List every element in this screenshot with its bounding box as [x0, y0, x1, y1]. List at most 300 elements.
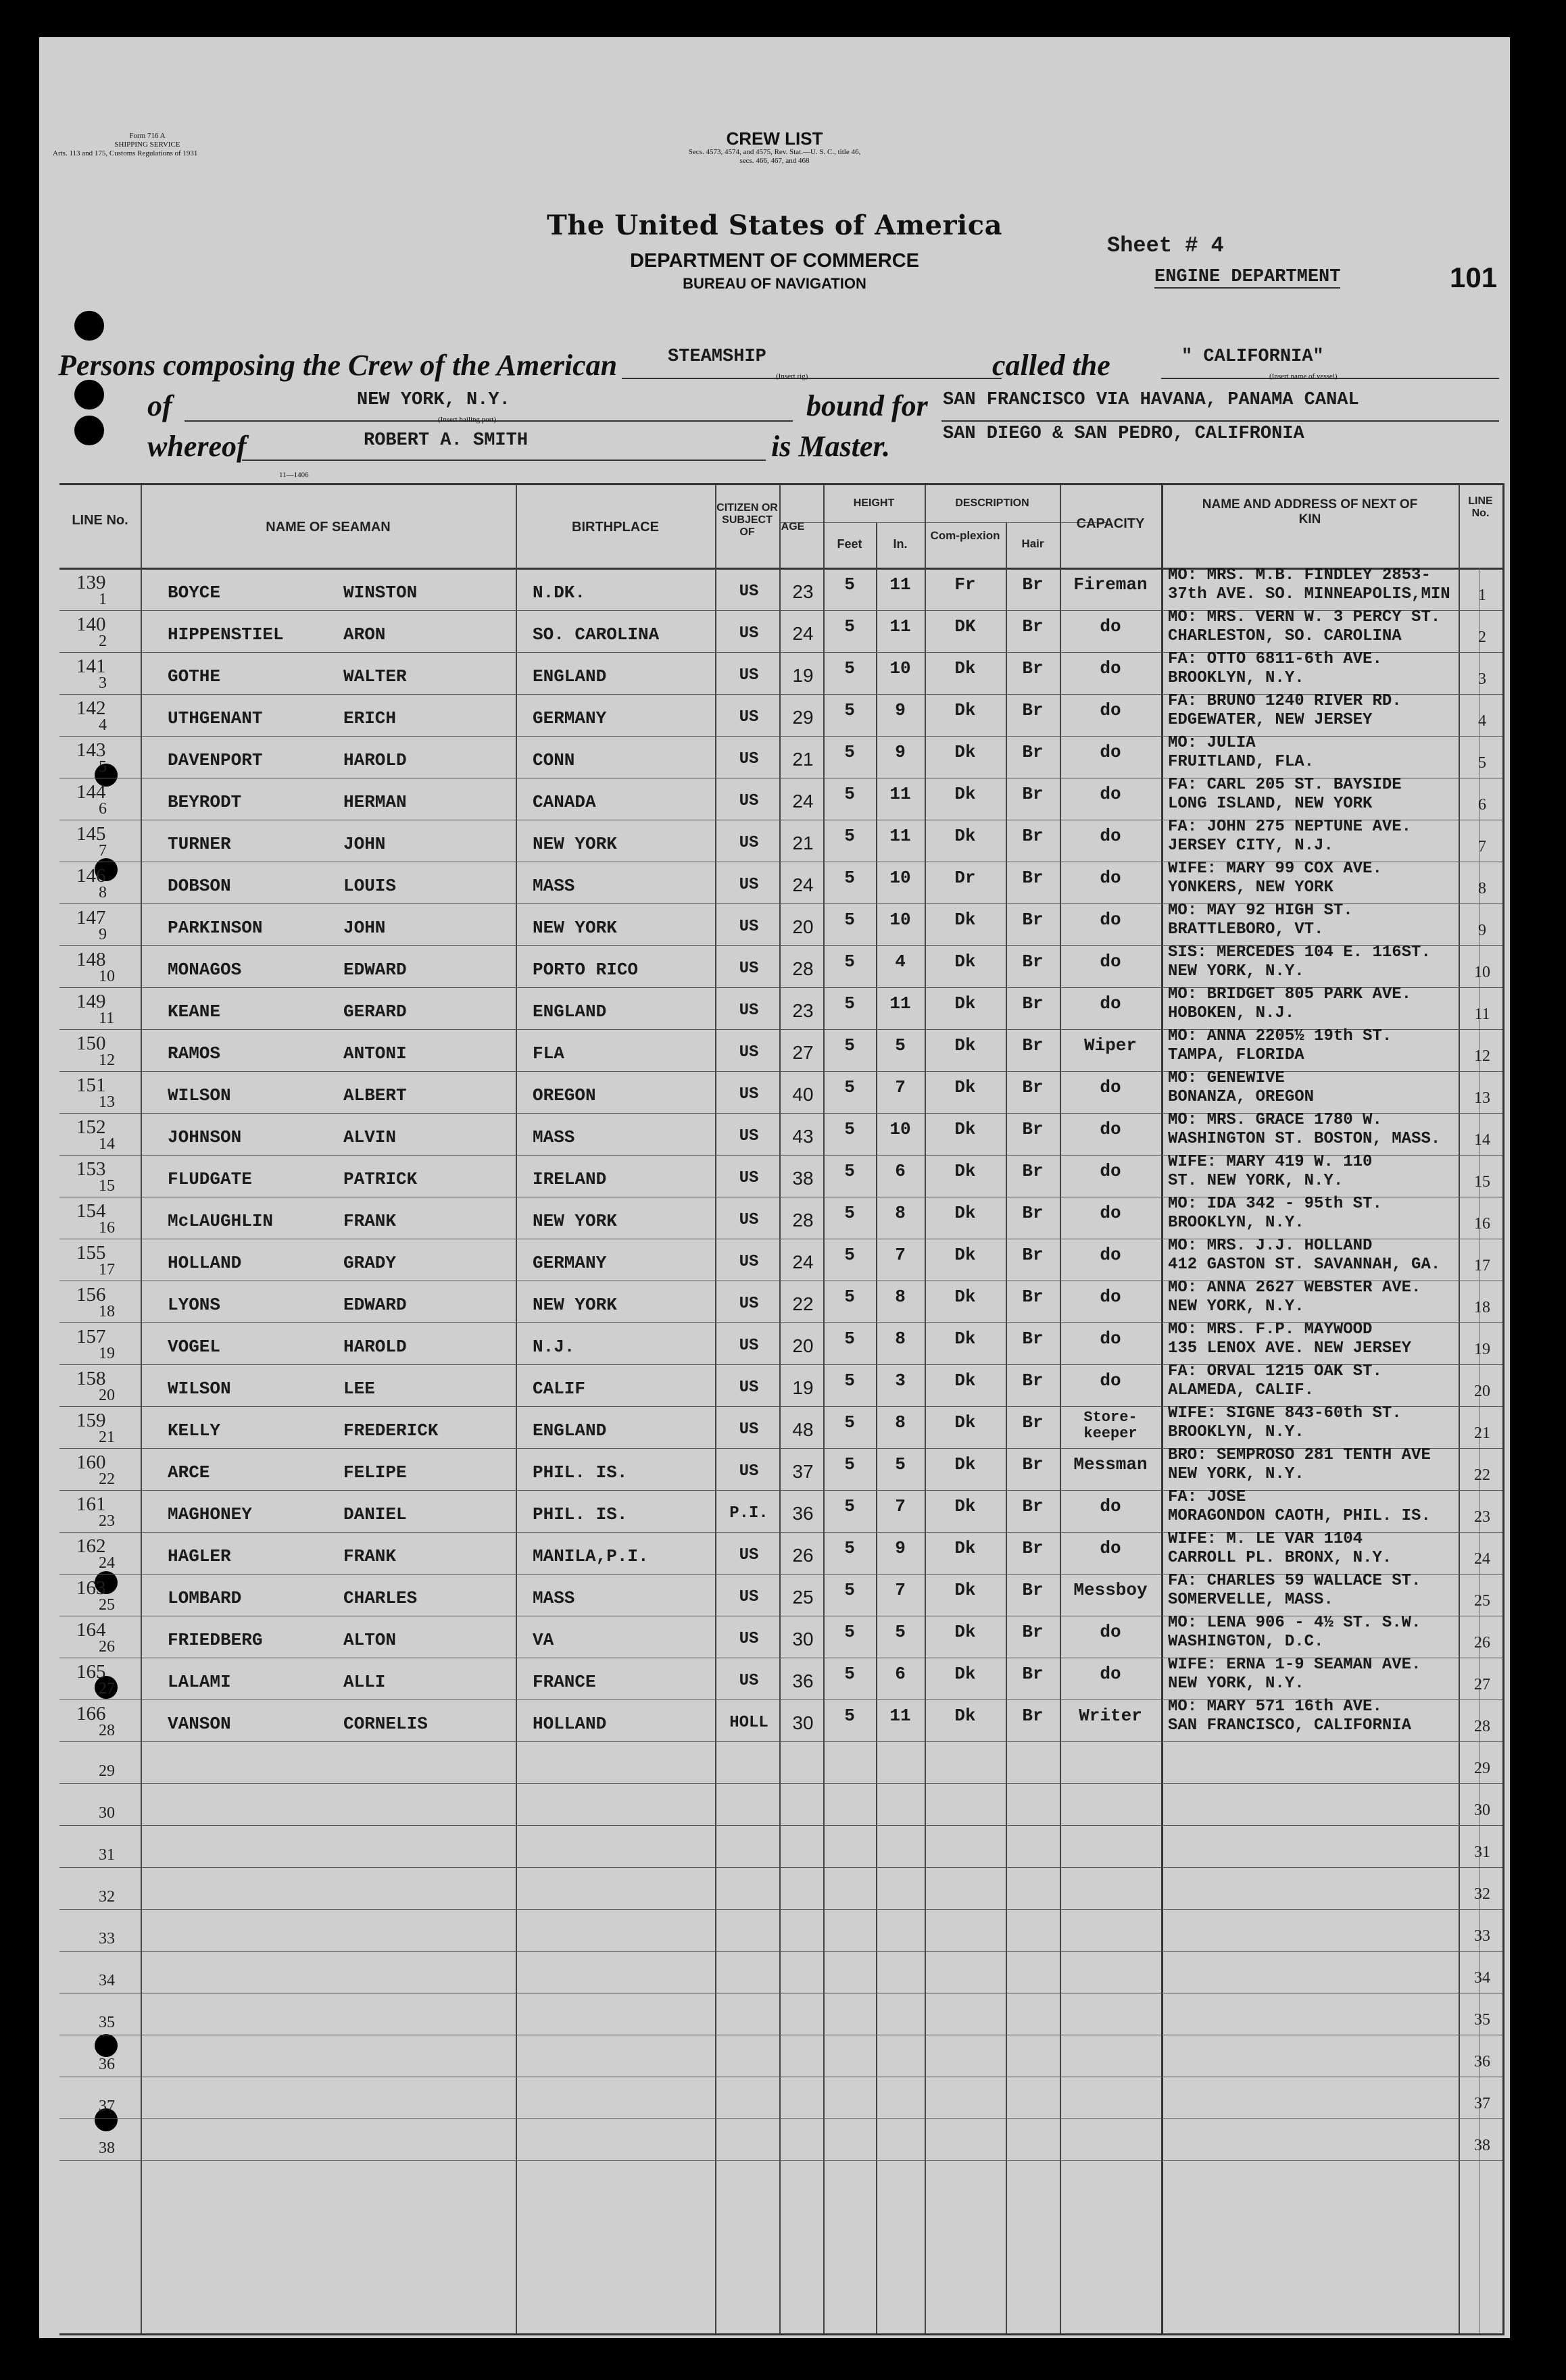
- age: 22: [792, 1293, 814, 1314]
- birthplace: NEW YORK: [533, 1211, 617, 1231]
- age: 40: [792, 1084, 814, 1105]
- line-number: 32: [99, 1888, 115, 1906]
- table-row: [59, 734, 1502, 778]
- height-inches: 8: [895, 1287, 906, 1307]
- next-of-kin-line-1: MO: LENA 906 - 4½ ST. S.W.: [1168, 1614, 1421, 1632]
- table-row: [59, 1404, 1502, 1449]
- citizenship: HOLL: [729, 1714, 768, 1732]
- citizenship: US: [739, 1169, 759, 1187]
- next-of-kin-line-1: MO: IDA 342 - 95th ST.: [1168, 1195, 1382, 1213]
- seq-number: 159: [76, 1410, 106, 1431]
- height-feet: 5: [844, 574, 855, 595]
- citizenship: US: [739, 1085, 759, 1104]
- persons-label: Persons composing the Crew of the American: [58, 349, 618, 382]
- capacity: do: [1100, 1077, 1121, 1097]
- complexion: Dk: [954, 1245, 976, 1265]
- line-number: 3: [99, 674, 107, 692]
- line-number: 37: [99, 2098, 115, 2115]
- blank-row: [59, 1826, 1502, 1868]
- line-number: 1: [99, 591, 107, 608]
- line-number-right: 11: [1474, 1006, 1490, 1023]
- birthplace: PORTO RICO: [533, 960, 639, 980]
- birthplace: MASS: [533, 876, 575, 896]
- next-of-kin-line-1: WIFE: ERNA 1-9 SEAMAN AVE.: [1168, 1656, 1421, 1674]
- height-inches: 5: [895, 1035, 906, 1056]
- complexion: Dk: [954, 784, 976, 804]
- hair: Br: [1022, 616, 1044, 637]
- line-number-right: 16: [1474, 1215, 1490, 1233]
- height-feet: 5: [844, 1287, 855, 1307]
- next-of-kin-line-2: 37th AVE. SO. MINNEAPOLIS,MIN: [1168, 585, 1450, 603]
- seaman-surname: BEYRODT: [168, 792, 242, 812]
- next-of-kin-line-2: EDGEWATER, NEW JERSEY: [1168, 711, 1373, 729]
- age: 30: [792, 1712, 814, 1733]
- capacity: do: [1100, 951, 1121, 972]
- hair: Br: [1022, 1077, 1044, 1097]
- height-feet: 5: [844, 700, 855, 720]
- seaman-given-name: LOUIS: [343, 876, 397, 896]
- destination-2: SAN DIEGO & SAN PEDRO, CALIFRONIA: [943, 424, 1304, 444]
- next-of-kin-line-1: WIFE: MARY 99 COX AVE.: [1168, 860, 1382, 878]
- hair: Br: [1022, 742, 1044, 762]
- height-feet: 5: [844, 1538, 855, 1558]
- form-regulations: Arts. 113 and 175, Customs Regulations of 1931: [53, 149, 198, 157]
- birthplace: PHIL. IS.: [533, 1462, 628, 1483]
- hair: Br: [1022, 784, 1044, 804]
- height-inches: 7: [895, 1077, 906, 1097]
- birthplace: N.J.: [533, 1337, 575, 1357]
- seaman-surname: VANSON: [168, 1714, 231, 1734]
- birthplace: CANADA: [533, 792, 596, 812]
- next-of-kin-line-1: MO: MRS. M.B. FINDLEY 2853-: [1168, 566, 1431, 585]
- birthplace: MANILA,P.I.: [533, 1546, 649, 1566]
- line-number-right: 8: [1478, 880, 1486, 897]
- vessel-name: " CALIFORNIA": [1181, 347, 1324, 367]
- citizenship: US: [739, 1253, 759, 1271]
- next-of-kin-line-2: ST. NEW YORK, N.Y.: [1168, 1172, 1344, 1190]
- line-number-right: 31: [1474, 1843, 1490, 1861]
- line-number-right: 9: [1478, 922, 1486, 939]
- height-feet: 5: [844, 1706, 855, 1726]
- citizenship: US: [739, 1043, 759, 1062]
- table-row: [59, 1616, 1502, 1658]
- seaman-given-name: ALTON: [343, 1630, 397, 1650]
- birthplace: ENGLAND: [533, 1001, 607, 1022]
- complexion: Dk: [954, 993, 976, 1014]
- height-feet: 5: [844, 742, 855, 762]
- birthplace: NEW YORK: [533, 1295, 617, 1315]
- hair: Br: [1022, 910, 1044, 930]
- seaman-given-name: ALBERT: [343, 1085, 407, 1106]
- header-line-no: LINE No.: [72, 513, 128, 528]
- next-of-kin-line-2: WASHINGTON, D.C.: [1168, 1633, 1324, 1651]
- table-row: [59, 1069, 1502, 1114]
- capacity: do: [1100, 742, 1121, 762]
- birthplace: CALIF: [533, 1379, 586, 1399]
- seaman-surname: LALAMI: [168, 1672, 231, 1692]
- height-feet: 5: [844, 1119, 855, 1139]
- punch-hole-3: [74, 416, 104, 445]
- seq-number: 152: [76, 1116, 106, 1138]
- birthplace: ENGLAND: [533, 666, 607, 687]
- age: 21: [792, 833, 814, 853]
- table-row: [59, 862, 1502, 904]
- birthplace: SO. CAROLINA: [533, 624, 660, 645]
- next-of-kin-line-2: SAN FRANCISCO, CALIFORNIA: [1168, 1716, 1412, 1735]
- table-row: [59, 1320, 1502, 1365]
- capacity: do: [1100, 1622, 1121, 1642]
- next-of-kin-line-1: MO: MARY 571 16th AVE.: [1168, 1697, 1382, 1716]
- next-of-kin-line-2: 412 GASTON ST. SAVANNAH, GA.: [1168, 1256, 1441, 1274]
- next-of-kin-line-2: ALAMEDA, CALIF.: [1168, 1381, 1315, 1399]
- table-row: [59, 692, 1502, 737]
- height-feet: 5: [844, 1580, 855, 1600]
- line-number: 22: [99, 1470, 115, 1488]
- seaman-given-name: FREDERICK: [343, 1420, 439, 1441]
- hair: Br: [1022, 1706, 1044, 1726]
- capacity: Messboy: [1073, 1580, 1148, 1600]
- line-number: 7: [99, 842, 107, 860]
- height-feet: 5: [844, 1496, 855, 1516]
- next-of-kin-line-2: TAMPA, FLORIDA: [1168, 1046, 1304, 1064]
- age: 37: [792, 1461, 814, 1482]
- insert-rig-hint: (Insert rig): [776, 372, 808, 380]
- height-inches: 8: [895, 1203, 906, 1223]
- height-inches: 3: [895, 1370, 906, 1391]
- birthplace: VA: [533, 1630, 554, 1650]
- blank-row: [59, 1952, 1502, 1993]
- citizenship: US: [739, 1630, 759, 1648]
- hair: Br: [1022, 1538, 1044, 1558]
- seaman-surname: GOTHE: [168, 666, 221, 687]
- print-code: 11—1406: [279, 471, 309, 479]
- citizenship: US: [739, 834, 759, 852]
- birthplace: IRELAND: [533, 1169, 607, 1189]
- of-label: of: [147, 389, 172, 422]
- nation-heading: The United States of America: [546, 209, 1003, 241]
- birthplace: PHIL. IS.: [533, 1504, 628, 1524]
- next-of-kin-line-2: NEW YORK, N.Y.: [1168, 1675, 1304, 1693]
- line-number: 16: [99, 1219, 115, 1237]
- next-of-kin-line-2: BROOKLYN, N.Y.: [1168, 1214, 1304, 1232]
- citizenship: US: [739, 1420, 759, 1439]
- height-feet: 5: [844, 1161, 855, 1181]
- age: 21: [792, 749, 814, 770]
- line-number: 15: [99, 1177, 115, 1195]
- seaman-surname: VOGEL: [168, 1337, 221, 1357]
- height-inches: 10: [889, 1119, 911, 1139]
- table-row: [59, 1111, 1502, 1156]
- next-of-kin-line-2: BROOKLYN, N.Y.: [1168, 669, 1304, 687]
- seaman-surname: JOHNSON: [168, 1127, 242, 1147]
- seaman-given-name: WINSTON: [343, 582, 418, 603]
- age: 43: [792, 1126, 814, 1147]
- height-inches: 6: [895, 1664, 906, 1684]
- next-of-kin-line-1: FA: BRUNO 1240 RIVER RD.: [1168, 692, 1402, 710]
- hair: Br: [1022, 951, 1044, 972]
- birthplace: MASS: [533, 1588, 575, 1608]
- age: 28: [792, 958, 814, 979]
- capacity: do: [1100, 1496, 1121, 1516]
- seaman-surname: HIPPENSTIEL: [168, 624, 284, 645]
- line-number-right: 21: [1474, 1424, 1490, 1442]
- line-number: 14: [99, 1135, 115, 1153]
- height-feet: 5: [844, 784, 855, 804]
- birthplace: NEW YORK: [533, 918, 617, 938]
- seaman-surname: FRIEDBERG: [168, 1630, 263, 1650]
- line-number: 9: [99, 926, 107, 943]
- next-of-kin-line-2: BROOKLYN, N.Y.: [1168, 1423, 1304, 1441]
- hair: Br: [1022, 658, 1044, 678]
- header-description: DESCRIPTION: [955, 497, 1029, 509]
- birthplace: FRANCE: [533, 1672, 596, 1692]
- hair: Br: [1022, 700, 1044, 720]
- seaman-surname: HOLLAND: [168, 1253, 242, 1273]
- next-of-kin-line-1: SIS: MERCEDES 104 E. 116ST.: [1168, 943, 1431, 962]
- header-citizen: CITIZEN OR SUBJECT OF: [716, 502, 778, 538]
- next-of-kin-line-2: LONG ISLAND, NEW YORK: [1168, 795, 1373, 813]
- citizenship: US: [739, 1127, 759, 1145]
- table-row: [59, 820, 1502, 862]
- next-of-kin-line-2: CARROLL PL. BRONX, N.Y.: [1168, 1549, 1392, 1567]
- header-line-no-right: LINE No.: [1468, 495, 1493, 519]
- next-of-kin-line-1: WIFE: M. LE VAR 1104: [1168, 1530, 1363, 1548]
- line-number-right: 38: [1474, 2137, 1490, 2154]
- next-of-kin-line-1: FA: JOHN 275 NEPTUNE AVE.: [1168, 818, 1412, 836]
- line-number-right: 12: [1474, 1047, 1490, 1065]
- blank-row: [59, 2077, 1502, 2119]
- complexion: Dk: [954, 1454, 976, 1474]
- age: 24: [792, 874, 814, 895]
- seaman-given-name: ANTONI: [343, 1043, 407, 1064]
- age: 20: [792, 916, 814, 937]
- line-number: 28: [99, 1722, 115, 1739]
- height-inches: 11: [889, 1706, 911, 1726]
- seq-number: 166: [76, 1703, 106, 1725]
- complexion: Dk: [954, 910, 976, 930]
- complexion: Dk: [954, 1077, 976, 1097]
- capacity: do: [1100, 1203, 1121, 1223]
- table-row: [59, 901, 1502, 946]
- seaman-given-name: HERMAN: [343, 792, 407, 812]
- height-inches: 4: [895, 951, 906, 972]
- form-number: Form 716 A: [129, 132, 166, 140]
- insert-vessel-hint: (Insert name of vessel): [1269, 372, 1338, 380]
- height-feet: 5: [844, 1203, 855, 1223]
- citizenship: US: [739, 1211, 759, 1229]
- line-number-right: 4: [1478, 712, 1486, 730]
- hair: Br: [1022, 1329, 1044, 1349]
- height-inches: 9: [895, 1538, 906, 1558]
- complexion: Dk: [954, 1496, 976, 1516]
- table-row: [59, 1530, 1502, 1575]
- seaman-given-name: FRANK: [343, 1211, 397, 1231]
- seaman-given-name: JOHN: [343, 918, 386, 938]
- hair: Br: [1022, 826, 1044, 846]
- next-of-kin-line-2: WASHINGTON ST. BOSTON, MASS.: [1168, 1130, 1441, 1148]
- line-number-right: 17: [1474, 1257, 1490, 1274]
- crew-table: [59, 483, 1504, 2335]
- height-feet: 5: [844, 1035, 855, 1056]
- seq-number: 142: [76, 697, 106, 719]
- line-number-right: 27: [1474, 1676, 1490, 1693]
- capacity: do: [1100, 1664, 1121, 1684]
- seq-number: 148: [76, 949, 106, 970]
- complexion: DK: [954, 616, 976, 637]
- hair: Br: [1022, 574, 1044, 595]
- line-number-right: 34: [1474, 1969, 1490, 1987]
- line-number: 29: [99, 1762, 115, 1780]
- age: 28: [792, 1210, 814, 1231]
- height-inches: 7: [895, 1580, 906, 1600]
- table-row: [59, 1658, 1502, 1700]
- height-feet: 5: [844, 1412, 855, 1433]
- birthplace: CONN: [533, 750, 575, 770]
- seaman-given-name: ALVIN: [343, 1127, 397, 1147]
- line-number: 8: [99, 884, 107, 901]
- next-of-kin-line-1: MO: MAY 92 HIGH ST.: [1168, 901, 1353, 920]
- next-of-kin-line-2: SOMERVELLE, MASS.: [1168, 1591, 1333, 1609]
- capacity: do: [1100, 993, 1121, 1014]
- line-number-right: 33: [1474, 1927, 1490, 1945]
- next-of-kin-line-2: NEW YORK, N.Y.: [1168, 962, 1304, 981]
- header-complexion: Com-plexion: [930, 529, 1000, 542]
- birthplace: N.DK.: [533, 582, 586, 603]
- seaman-surname: WILSON: [168, 1085, 231, 1106]
- next-of-kin-line-1: WIFE: SIGNE 843-60th ST.: [1168, 1404, 1402, 1422]
- header-capacity: CAPACITY: [1076, 516, 1145, 531]
- height-feet: 5: [844, 1077, 855, 1097]
- seaman-surname: DOBSON: [168, 876, 231, 896]
- seaman-surname: LOMBARD: [168, 1588, 242, 1608]
- insert-port-hint: (Insert hailing port): [438, 416, 497, 424]
- citizenship: US: [739, 918, 759, 936]
- citizenship: US: [739, 1672, 759, 1690]
- next-of-kin-line-2: BONANZA, OREGON: [1168, 1088, 1315, 1106]
- height-feet: 5: [844, 1245, 855, 1265]
- table-row: [59, 1446, 1502, 1491]
- height-inches: 7: [895, 1245, 906, 1265]
- citizenship: US: [739, 1379, 759, 1397]
- table-row: [59, 1239, 1502, 1281]
- citizenship: US: [739, 1462, 759, 1481]
- next-of-kin-line-1: FA: CARL 205 ST. BAYSIDE: [1168, 776, 1402, 794]
- complexion: Dk: [954, 1119, 976, 1139]
- next-of-kin-line-2: HOBOKEN, N.J.: [1168, 1004, 1295, 1022]
- hair: Br: [1022, 1580, 1044, 1600]
- seq-number: 145: [76, 823, 106, 845]
- line-number: 24: [99, 1554, 115, 1572]
- age: 20: [792, 1335, 814, 1356]
- seaman-given-name: ARON: [343, 624, 386, 645]
- seq-number: 165: [76, 1661, 106, 1683]
- seaman-given-name: ERICH: [343, 708, 397, 728]
- line-number: 26: [99, 1638, 115, 1656]
- line-number: 34: [99, 1972, 115, 1989]
- seaman-surname: KELLY: [168, 1420, 221, 1441]
- birthplace: MASS: [533, 1127, 575, 1147]
- citizenship: US: [739, 624, 759, 643]
- citizenship: US: [739, 792, 759, 810]
- rig-line: [622, 370, 1002, 379]
- complexion: Dk: [954, 1370, 976, 1391]
- seaman-given-name: FRANK: [343, 1546, 397, 1566]
- hair: Br: [1022, 1664, 1044, 1684]
- line-number: 25: [99, 1596, 115, 1614]
- seaman-given-name: CHARLES: [343, 1588, 418, 1608]
- height-inches: 11: [889, 993, 911, 1014]
- height-inches: 11: [889, 574, 911, 595]
- header-height: HEIGHT: [853, 497, 895, 509]
- line-number: 19: [99, 1345, 115, 1362]
- line-number-right: 24: [1474, 1550, 1490, 1568]
- hair: Br: [1022, 1287, 1044, 1307]
- age: 38: [792, 1168, 814, 1189]
- seaman-surname: PARKINSON: [168, 918, 263, 938]
- hair: Br: [1022, 1496, 1044, 1516]
- called-label: called the: [992, 349, 1110, 382]
- line-number-right: 29: [1474, 1760, 1490, 1777]
- line-number: 30: [99, 1804, 115, 1822]
- height-inches: 11: [889, 616, 911, 637]
- height-inches: 5: [895, 1622, 906, 1642]
- capacity: Writer: [1079, 1706, 1142, 1726]
- line-number-right: 15: [1474, 1173, 1490, 1191]
- seaman-surname: McLAUGHLIN: [168, 1211, 274, 1231]
- capacity: do: [1100, 910, 1121, 930]
- header-age: AGE: [781, 521, 805, 532]
- seaman-surname: TURNER: [168, 834, 231, 854]
- header-hair: Hair: [1021, 537, 1044, 550]
- line-number: 12: [99, 1051, 115, 1069]
- seaman-surname: MONAGOS: [168, 960, 242, 980]
- blank-row: [59, 2035, 1502, 2077]
- line-number-right: 7: [1478, 838, 1486, 856]
- age: 48: [792, 1419, 814, 1440]
- line-number-right: 1: [1478, 587, 1486, 604]
- seq-number: 155: [76, 1242, 106, 1264]
- line-number-right: 18: [1474, 1299, 1490, 1316]
- capacity: do: [1100, 1538, 1121, 1558]
- capacity: do: [1100, 700, 1121, 720]
- capacity: do: [1100, 616, 1121, 637]
- next-of-kin-line-2: 135 LENOX AVE. NEW JERSEY: [1168, 1339, 1412, 1358]
- next-of-kin-line-2: JERSEY CITY, N.J.: [1168, 837, 1333, 855]
- seq-number: 141: [76, 655, 106, 677]
- capacity: do: [1100, 1161, 1121, 1181]
- table-row: [59, 650, 1502, 695]
- seq-number: 161: [76, 1493, 106, 1515]
- next-of-kin-line-1: MO: ANNA 2205½ 19th ST.: [1168, 1027, 1392, 1045]
- seaman-given-name: LEE: [343, 1379, 375, 1399]
- master-label: is Master.: [771, 430, 891, 463]
- seaman-surname: UTHGENANT: [168, 708, 263, 728]
- seaman-surname: HAGLER: [168, 1546, 231, 1566]
- seq-number: 153: [76, 1158, 106, 1180]
- form-statutes: Secs. 4573, 4574, and 4575, Rev. Stat.—U. S. C., title 46,: [688, 148, 861, 156]
- seaman-surname: KEANE: [168, 1001, 221, 1022]
- line-number-right: 26: [1474, 1634, 1490, 1652]
- crew-list-sheet: [39, 37, 1510, 2338]
- hair: Br: [1022, 868, 1044, 888]
- seaman-given-name: FELIPE: [343, 1462, 407, 1483]
- line-number: 20: [99, 1387, 115, 1404]
- citizenship: US: [739, 876, 759, 894]
- table-row: [59, 1697, 1502, 1742]
- blank-row: [59, 1868, 1502, 1910]
- line-number-right: 19: [1474, 1341, 1490, 1358]
- age: 26: [792, 1545, 814, 1566]
